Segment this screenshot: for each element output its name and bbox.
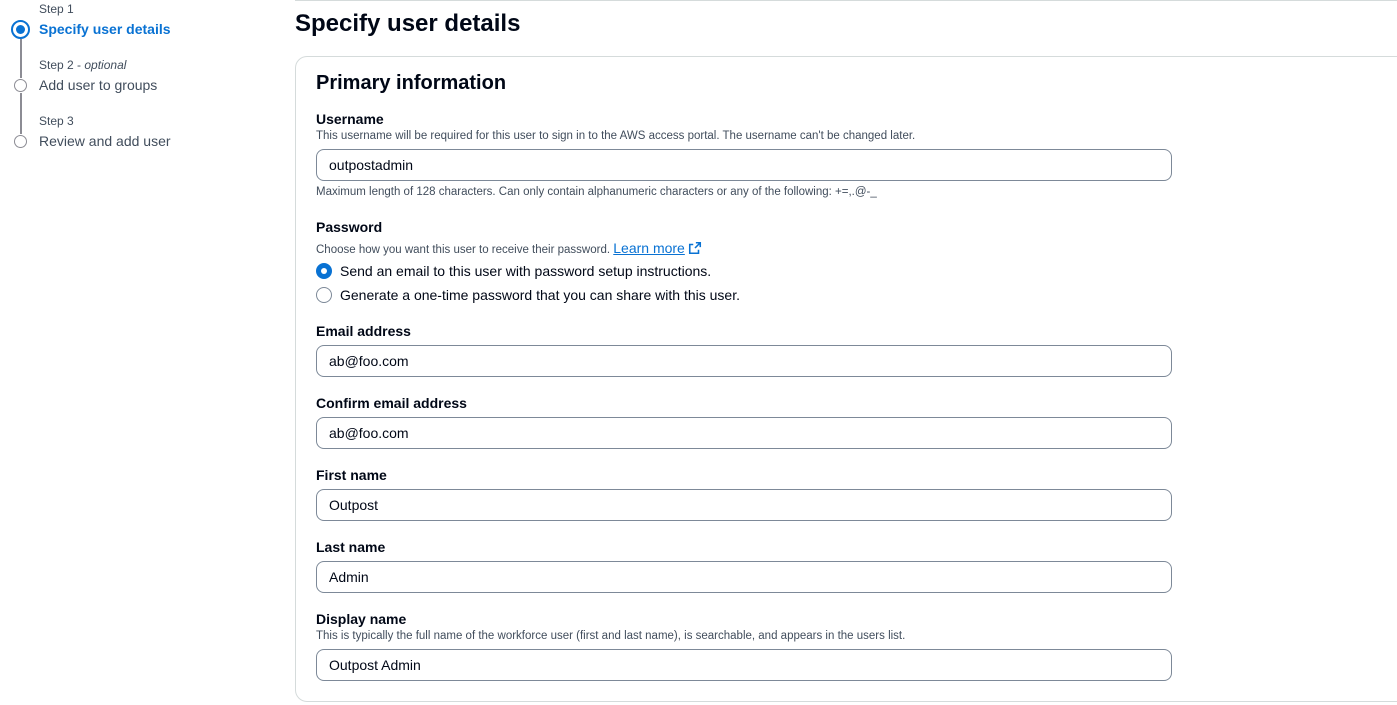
radio-label: Send an email to this user with password setup instructions.: [340, 263, 712, 279]
username-description: This username will be required for this user to sign in to the AWS access portal. The username can't be changed later.: [316, 130, 916, 142]
step-caption: Step 1: [39, 2, 74, 16]
step-inactive-icon: [14, 79, 27, 92]
username-constraint: Maximum length of 128 characters. Can only contain alphanumeric characters or any of the following: +=,.@-_: [316, 186, 877, 198]
username-label: Username: [316, 111, 384, 127]
email-label: Email address: [316, 323, 411, 339]
password-option-one-time[interactable]: [316, 286, 740, 304]
display-name-input[interactable]: [316, 649, 1172, 681]
first-name-label: First name: [316, 467, 387, 483]
email-input[interactable]: [316, 345, 1172, 377]
password-label: Password: [316, 219, 383, 235]
page-title: Specify user details: [295, 10, 521, 37]
step-3[interactable]: [0, 112, 280, 162]
radio-one-time-password[interactable]: [316, 287, 332, 303]
step-title-review-and-add-user[interactable]: Review and add user: [39, 133, 171, 149]
step-caption: Step 3: [39, 114, 74, 128]
step-2[interactable]: [0, 56, 280, 106]
step-title-add-user-to-groups[interactable]: Add user to groups: [39, 77, 158, 93]
step-title-specify-user-details[interactable]: Specify user details: [39, 21, 171, 37]
last-name-label: Last name: [316, 539, 386, 555]
optional-label: optional: [84, 58, 127, 72]
confirm-email-label: Confirm email address: [316, 395, 467, 411]
username-input[interactable]: [316, 149, 1172, 181]
step-caption: Step 2 - optional: [39, 58, 127, 72]
learn-more-link[interactable]: Learn more: [613, 240, 702, 256]
display-name-label: Display name: [316, 611, 407, 627]
radio-label: Generate a one-time password that you can share with this user.: [340, 287, 740, 303]
password-option-email[interactable]: [316, 262, 711, 280]
step-inactive-icon: [14, 135, 27, 148]
display-name-description: This is typically the full name of the workforce user (first and last name), is searchable, and appears in the users list.: [316, 630, 906, 642]
external-link-icon: [688, 241, 702, 255]
password-description: Choose how you want this user to receive their password. Learn more: [316, 240, 702, 256]
first-name-input[interactable]: [316, 489, 1172, 521]
confirm-email-input[interactable]: [316, 417, 1172, 449]
section-title: Primary information: [316, 72, 507, 94]
radio-send-email[interactable]: [316, 263, 332, 279]
header-divider: [295, 0, 1397, 1]
last-name-input[interactable]: [316, 561, 1172, 593]
step-1[interactable]: [0, 0, 280, 50]
step-active-icon: [11, 20, 30, 39]
